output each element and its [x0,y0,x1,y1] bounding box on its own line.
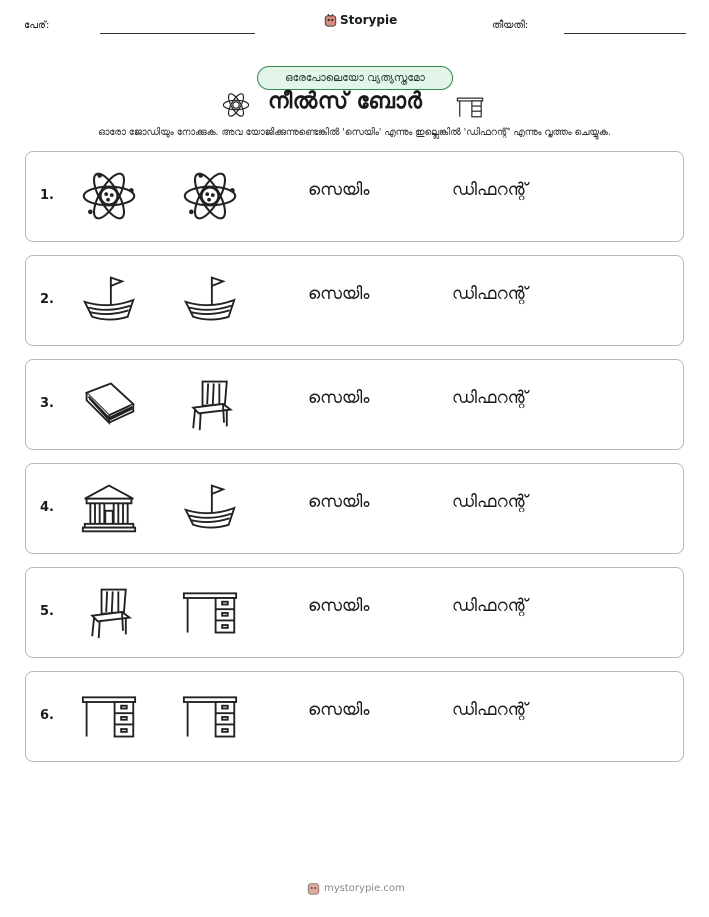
worksheet-type-badge: ഒരേപോലെയോ വ്യത്യസ്തമോ [257,66,453,90]
question-row [25,567,684,658]
logo-text: Storypie [340,13,398,27]
same-option[interactable]: സെയിം [308,492,370,512]
atom-icon [182,168,238,224]
different-option[interactable]: ഡിഫറന്റ് [452,700,528,720]
storypie-mascot-icon [324,13,337,27]
question-row [25,359,684,450]
same-option[interactable]: സെയിം [308,388,370,408]
chair-icon [81,584,137,640]
desk-icon [456,95,484,119]
different-option[interactable]: ഡിഫറന്റ് [452,492,528,512]
same-option[interactable]: സെയിം [308,284,370,304]
desk-icon [81,688,137,744]
desk-icon [182,584,238,640]
different-option[interactable]: ഡിഫറന്റ് [452,388,528,408]
chair-icon [182,376,238,432]
question-row [25,671,684,762]
boat-icon [182,480,238,536]
atom-icon [222,91,250,119]
book-icon [81,376,137,432]
storypie-mascot-icon [307,881,320,895]
question-number: 4. [40,500,54,515]
name-line[interactable] [100,33,255,34]
different-option[interactable]: ഡിഫറന്റ് [452,596,528,616]
question-number: 3. [40,396,54,411]
question-number: 6. [40,708,54,723]
footer-url[interactable]: mystorypie.com [324,882,405,894]
desk-icon [182,688,238,744]
instructions: ഓരോ ജോഡിയും നോക്കുക. അവ യോജിക്കുന്നുണ്ടെങ്കിൽ 'സെയിം' എന്നും ഇല്ലെങ്കിൽ 'ഡിഫറന്റ്' എന്നും വൃത്തം ചെയ്യുക. [98,127,611,138]
boat-icon [182,272,238,328]
same-option[interactable]: സെയിം [308,180,370,200]
question-row [25,151,684,242]
museum-icon [81,480,137,536]
question-number: 2. [40,292,54,307]
boat-icon [81,272,137,328]
atom-icon [81,168,137,224]
question-number: 5. [40,604,54,619]
date-label: തീയതി: [492,20,529,31]
question-row [25,463,684,554]
question-row [25,255,684,346]
same-option[interactable]: സെയിം [308,700,370,720]
name-label: പേര്: [24,20,50,31]
storypie-logo [324,13,397,27]
same-option[interactable]: സെയിം [308,596,370,616]
different-option[interactable]: ഡിഫറന്റ് [452,180,528,200]
page-title: നീൽസ് ബോർ [268,89,423,114]
date-line[interactable] [564,33,686,34]
question-number: 1. [40,188,54,203]
footer [307,881,405,895]
different-option[interactable]: ഡിഫറന്റ് [452,284,528,304]
